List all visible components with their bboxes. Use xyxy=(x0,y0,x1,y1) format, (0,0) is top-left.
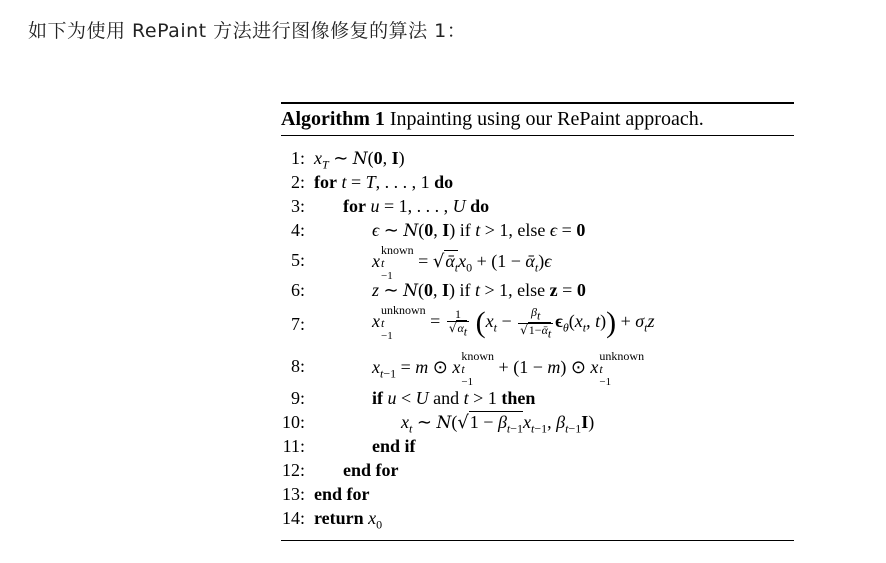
line-number: 5: xyxy=(290,250,305,270)
caption-label: Algorithm 1 xyxy=(281,108,385,130)
algo-line-8 xyxy=(281,348,794,388)
line-number: 10: xyxy=(281,412,305,432)
line-code: if u < U and t > 1 then xyxy=(372,388,536,408)
algorithm-box xyxy=(281,102,794,541)
algorithm-lines xyxy=(281,136,794,540)
algo-line-7 xyxy=(281,304,794,348)
intro-text: 如下为使用 RePaint 方法进行图像修复的算法 1： xyxy=(28,20,467,42)
line-code: for t = T, . . . , 1 do xyxy=(314,172,454,192)
algorithm-caption xyxy=(281,104,794,135)
algo-line-3 xyxy=(281,196,794,220)
line-number: 13: xyxy=(281,484,305,504)
line-code: z ∼ N(0, I) if t > 1, else z = 0 xyxy=(372,280,586,301)
line-code: ϵ ∼ N(0, I) if t > 1, else ϵ = 0 xyxy=(372,220,586,241)
line-number: 3: xyxy=(290,196,305,216)
algo-line-9 xyxy=(281,388,794,412)
line-code: x unknown t −1 = $\frac{1}{√\alpha_t}$ ($x_t$ − $\frac{\beta_t}{√1-ᾱ_t}$ $\epsilon_\theta(x_t$, $t)) + \sigma_tz$ xyxy=(372,303,655,342)
line-number: 6: xyxy=(290,280,305,300)
line-number: 8: xyxy=(290,356,305,376)
line-number: 7: xyxy=(290,314,305,334)
line-number: 9: xyxy=(290,388,305,408)
algo-line-13 xyxy=(281,484,794,508)
line-code: return $x_0$ xyxy=(314,508,383,532)
algo-line-1 xyxy=(281,148,794,172)
line-code: x known t $-1 = √ᾱ_tx_0 + (1$ − ᾱ$_t$)ϵ xyxy=(372,243,552,282)
line-code: $x_T$ ∼ N(0, I) xyxy=(314,148,405,172)
line-number: 1: xyxy=(290,148,305,168)
algo-line-6 xyxy=(281,280,794,304)
line-code: end for xyxy=(314,484,370,504)
bottom-rule xyxy=(281,540,794,541)
caption-title: Inpainting using our RePaint approach. xyxy=(389,108,704,130)
line-code: end if xyxy=(372,436,416,456)
line-number: 14: xyxy=(281,508,305,528)
algo-line-14 xyxy=(281,508,794,532)
line-code: $x_{t-1} = m$ ⊙ x known t −1 + (1 − m) ⊙ x unknown t −1 xyxy=(372,349,645,388)
algo-line-2 xyxy=(281,172,794,196)
line-code: end for xyxy=(343,460,399,480)
line-number: 2: xyxy=(290,172,305,192)
line-code: $x_t$ ∼ $N(√1 - \beta_{t-1}x_{t-1}$, $\beta_{t-1}I$) xyxy=(401,412,595,436)
algo-line-10 xyxy=(281,412,794,436)
line-number: 4: xyxy=(290,220,305,240)
line-code: for u = 1, . . . , U do xyxy=(343,196,490,216)
algo-line-11 xyxy=(281,436,794,460)
line-number: 11: xyxy=(282,436,305,456)
algo-line-12 xyxy=(281,460,794,484)
algo-line-4 xyxy=(281,220,794,244)
algo-line-5 xyxy=(281,244,794,280)
line-number: 12: xyxy=(281,460,305,480)
